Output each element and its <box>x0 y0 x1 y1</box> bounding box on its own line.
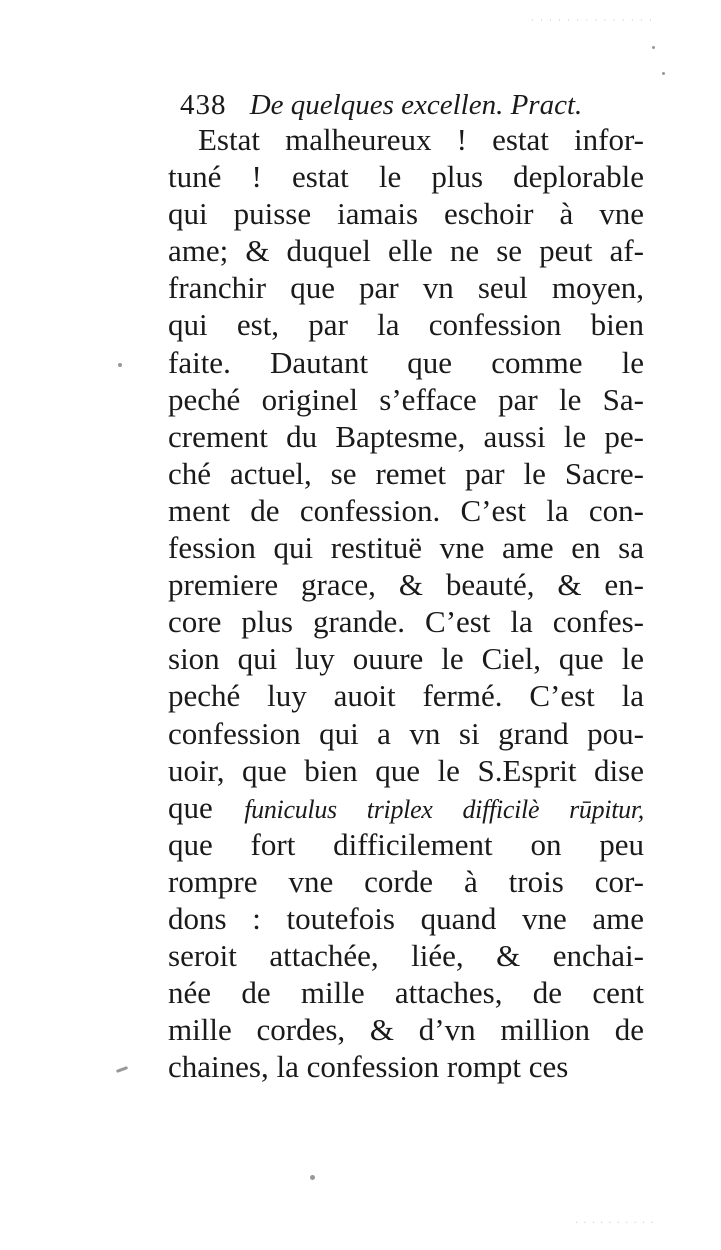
text-line: confession qui a vn si grand pou- <box>168 715 644 751</box>
text-line: chaines, la confession rompt ces <box>168 1049 569 1085</box>
latin-quote-line <box>168 789 644 826</box>
text-line: crement du Baptesme, aussi le pe- <box>168 418 644 454</box>
text-line: seroit attachée, liée, & enchai- <box>168 938 644 974</box>
text-line: rompre vne corde à trois cor- <box>168 863 644 899</box>
text-line: tuné ! estat le plus deplorable <box>168 159 644 195</box>
running-title: De quelques excellen. Pract. <box>249 89 583 121</box>
text-line: qui est, par la confession bien <box>168 307 644 343</box>
text-line: uoir, que bien que le S.Esprit dise <box>168 752 644 788</box>
digitization-watermark: · · · · · · · · · · <box>575 1218 655 1229</box>
latin-prefix: que <box>168 789 245 825</box>
text-line: dons : toutefois quand vne ame <box>168 900 644 936</box>
ink-speck <box>118 363 122 367</box>
text-line: qui puisse iamais eschoir à vne <box>168 196 644 232</box>
text-line: premiere grace, & beauté, & en- <box>168 567 644 603</box>
text-line: peché luy auoit fermé. C’est la <box>168 678 644 714</box>
text-line: franchir que par vn seul moyen, <box>168 270 644 306</box>
scan-artifact: · · · · · · · · · · · · · · <box>531 16 654 25</box>
text-line: ché actuel, se remet par le Sacre- <box>168 455 644 491</box>
text-line: que fort difficilement on peu <box>168 826 644 862</box>
text-line: faite. Dautant que comme le <box>168 344 644 380</box>
text-line: Estat malheureux ! estat infor- <box>198 122 644 157</box>
text-line: fession qui restituë vne ame en sa <box>168 530 644 566</box>
text-line: core plus grande. C’est la confes- <box>168 604 644 640</box>
ink-speck <box>116 1066 128 1073</box>
ink-speck <box>662 72 665 75</box>
text-line: née de mille attaches, de cent <box>168 975 644 1011</box>
text-line: ment de confession. C’est la con- <box>168 492 644 528</box>
latin-quotation: funiculus triplex difficilè rūpitur, <box>244 794 645 824</box>
page-header <box>180 82 640 126</box>
ink-speck <box>310 1175 315 1180</box>
text-line: peché originel s’efface par le Sa- <box>168 381 644 417</box>
body-text <box>168 121 644 1085</box>
page-number: 438 <box>180 89 227 121</box>
text-line: mille cordes, & d’vn million de <box>168 1012 644 1048</box>
ink-speck <box>652 46 655 49</box>
text-line: sion qui luy ouure le Ciel, que le <box>168 641 644 677</box>
text-line: ame; & duquel elle ne se peut af- <box>168 233 644 269</box>
